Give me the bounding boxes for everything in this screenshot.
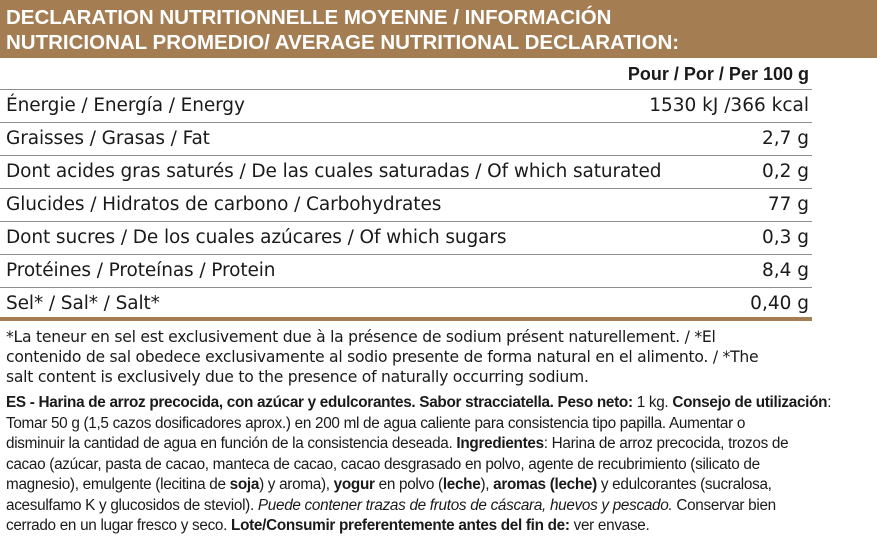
row-label: Protéines / Proteínas / Protein [6, 260, 276, 281]
product-name: ES - Harina de arroz precocida, con azúcar y edulcorantes. Sabor stracciatella. Peso neto: [6, 394, 633, 411]
text-fragment: en polvo ( [374, 476, 443, 493]
text-fragment: : [827, 394, 832, 411]
text-fragment: : Harina de arroz precocida, trozos de [543, 435, 789, 452]
text-fragment: disminuir la cantidad de agua en función de la consistencia deseada. [6, 435, 457, 452]
row-label: Glucides / Hidratos de carbono / Carbohydrates [6, 194, 442, 215]
header-line-1: DECLARATION NUTRITIONNELLE MOYENNE / INFORMACIÓN [6, 6, 612, 29]
ingredients-line: Tomar 50 g (1,5 cazos dosificadores aprox.) en 200 ml de agua caliente para consistencia tipo papilla. Aumentar o [6, 414, 746, 432]
allergen: yogur [333, 476, 375, 493]
ingredients-line: cacao (azúcar, pasta de cacao, manteca de cacao, cacao desgrasado en polvo, agente de recubrimiento (silicato de [6, 455, 760, 473]
ingredients-line [6, 496, 874, 517]
row-value: 8,4 g [761, 260, 809, 281]
row-fat [0, 123, 812, 156]
allergen: soja [229, 476, 260, 493]
allergen: leche [442, 476, 481, 493]
row-sugars [0, 222, 812, 255]
ingredients-line [6, 475, 874, 496]
text-fragment: y edulcorantes (sucralosa, [596, 476, 772, 493]
text-fragment: acesulfamo K y glucosidos de steviol). [6, 496, 258, 514]
row-label: Dont acides gras saturés / De las cuales saturadas / Of which saturated [6, 161, 662, 182]
ingredients-heading: Ingredientes [456, 435, 544, 452]
row-salt [0, 288, 812, 321]
footnote-line: contenido de sal obedece exclusivamente al sodio presente de forma natural en el alimento. / *The [6, 348, 759, 366]
row-value: 0,40 g [750, 293, 809, 314]
row-value: 77 g [767, 194, 809, 215]
row-label: Énergie / Energía / Energy [6, 95, 245, 116]
table-header-row [0, 58, 812, 90]
footnote-line: salt content is exclusively due to the presence of naturally occurring sodium. [6, 368, 589, 386]
text-fragment: magnesio), emulgente (lecitina de [6, 476, 230, 493]
row-carbohydrates [0, 189, 812, 222]
header-line-2: NUTRICIONAL PROMEDIO/ AVERAGE NUTRITIONAL DECLARATION: [6, 31, 680, 54]
row-value: 0,3 g [761, 227, 809, 248]
traces-warning: Puede contener trazas de frutos de cáscara, huevos y pescado. [257, 496, 673, 514]
lot-heading: Lote/Consumir preferentemente antes del fin de: [231, 517, 570, 534]
per-100g-header: Pour / Por / Per 100 g [627, 64, 809, 84]
row-value: 0,2 g [761, 161, 809, 182]
row-saturated [0, 156, 812, 189]
usage-heading: Consejo de utilización [672, 394, 828, 411]
salt-footnote [6, 327, 874, 387]
nutrition-header [0, 0, 877, 58]
text-fragment: ), [480, 476, 494, 493]
row-protein [0, 255, 812, 288]
ingredients-line [6, 434, 874, 455]
row-value: 1530 kJ /366 kcal [649, 95, 809, 116]
row-label: Dont sucres / De los cuales azúcares / Of which sugars [6, 227, 507, 248]
ingredients-line [6, 516, 874, 537]
row-energy [0, 90, 812, 123]
row-label: Sel* / Sal* / Salt* [6, 293, 160, 314]
text-fragment: cerrado en un lugar fresco y seco. [6, 517, 232, 534]
text-fragment: ) y aroma), [259, 476, 334, 493]
text-fragment: ver envase. [569, 517, 650, 534]
net-weight: 1 kg. [632, 394, 673, 411]
ingredients-block [6, 393, 874, 537]
row-value: 2,7 g [761, 128, 809, 149]
ingredients-line [6, 393, 874, 414]
footnote-line: *La teneur en sel est exclusivement due à la présence de sodium présent naturellement. / *El [6, 328, 716, 346]
nutrition-table [0, 58, 877, 321]
row-label: Graisses / Grasas / Fat [6, 128, 210, 149]
allergen: aromas (leche) [493, 476, 597, 493]
text-fragment: Conservar bien [672, 496, 776, 514]
